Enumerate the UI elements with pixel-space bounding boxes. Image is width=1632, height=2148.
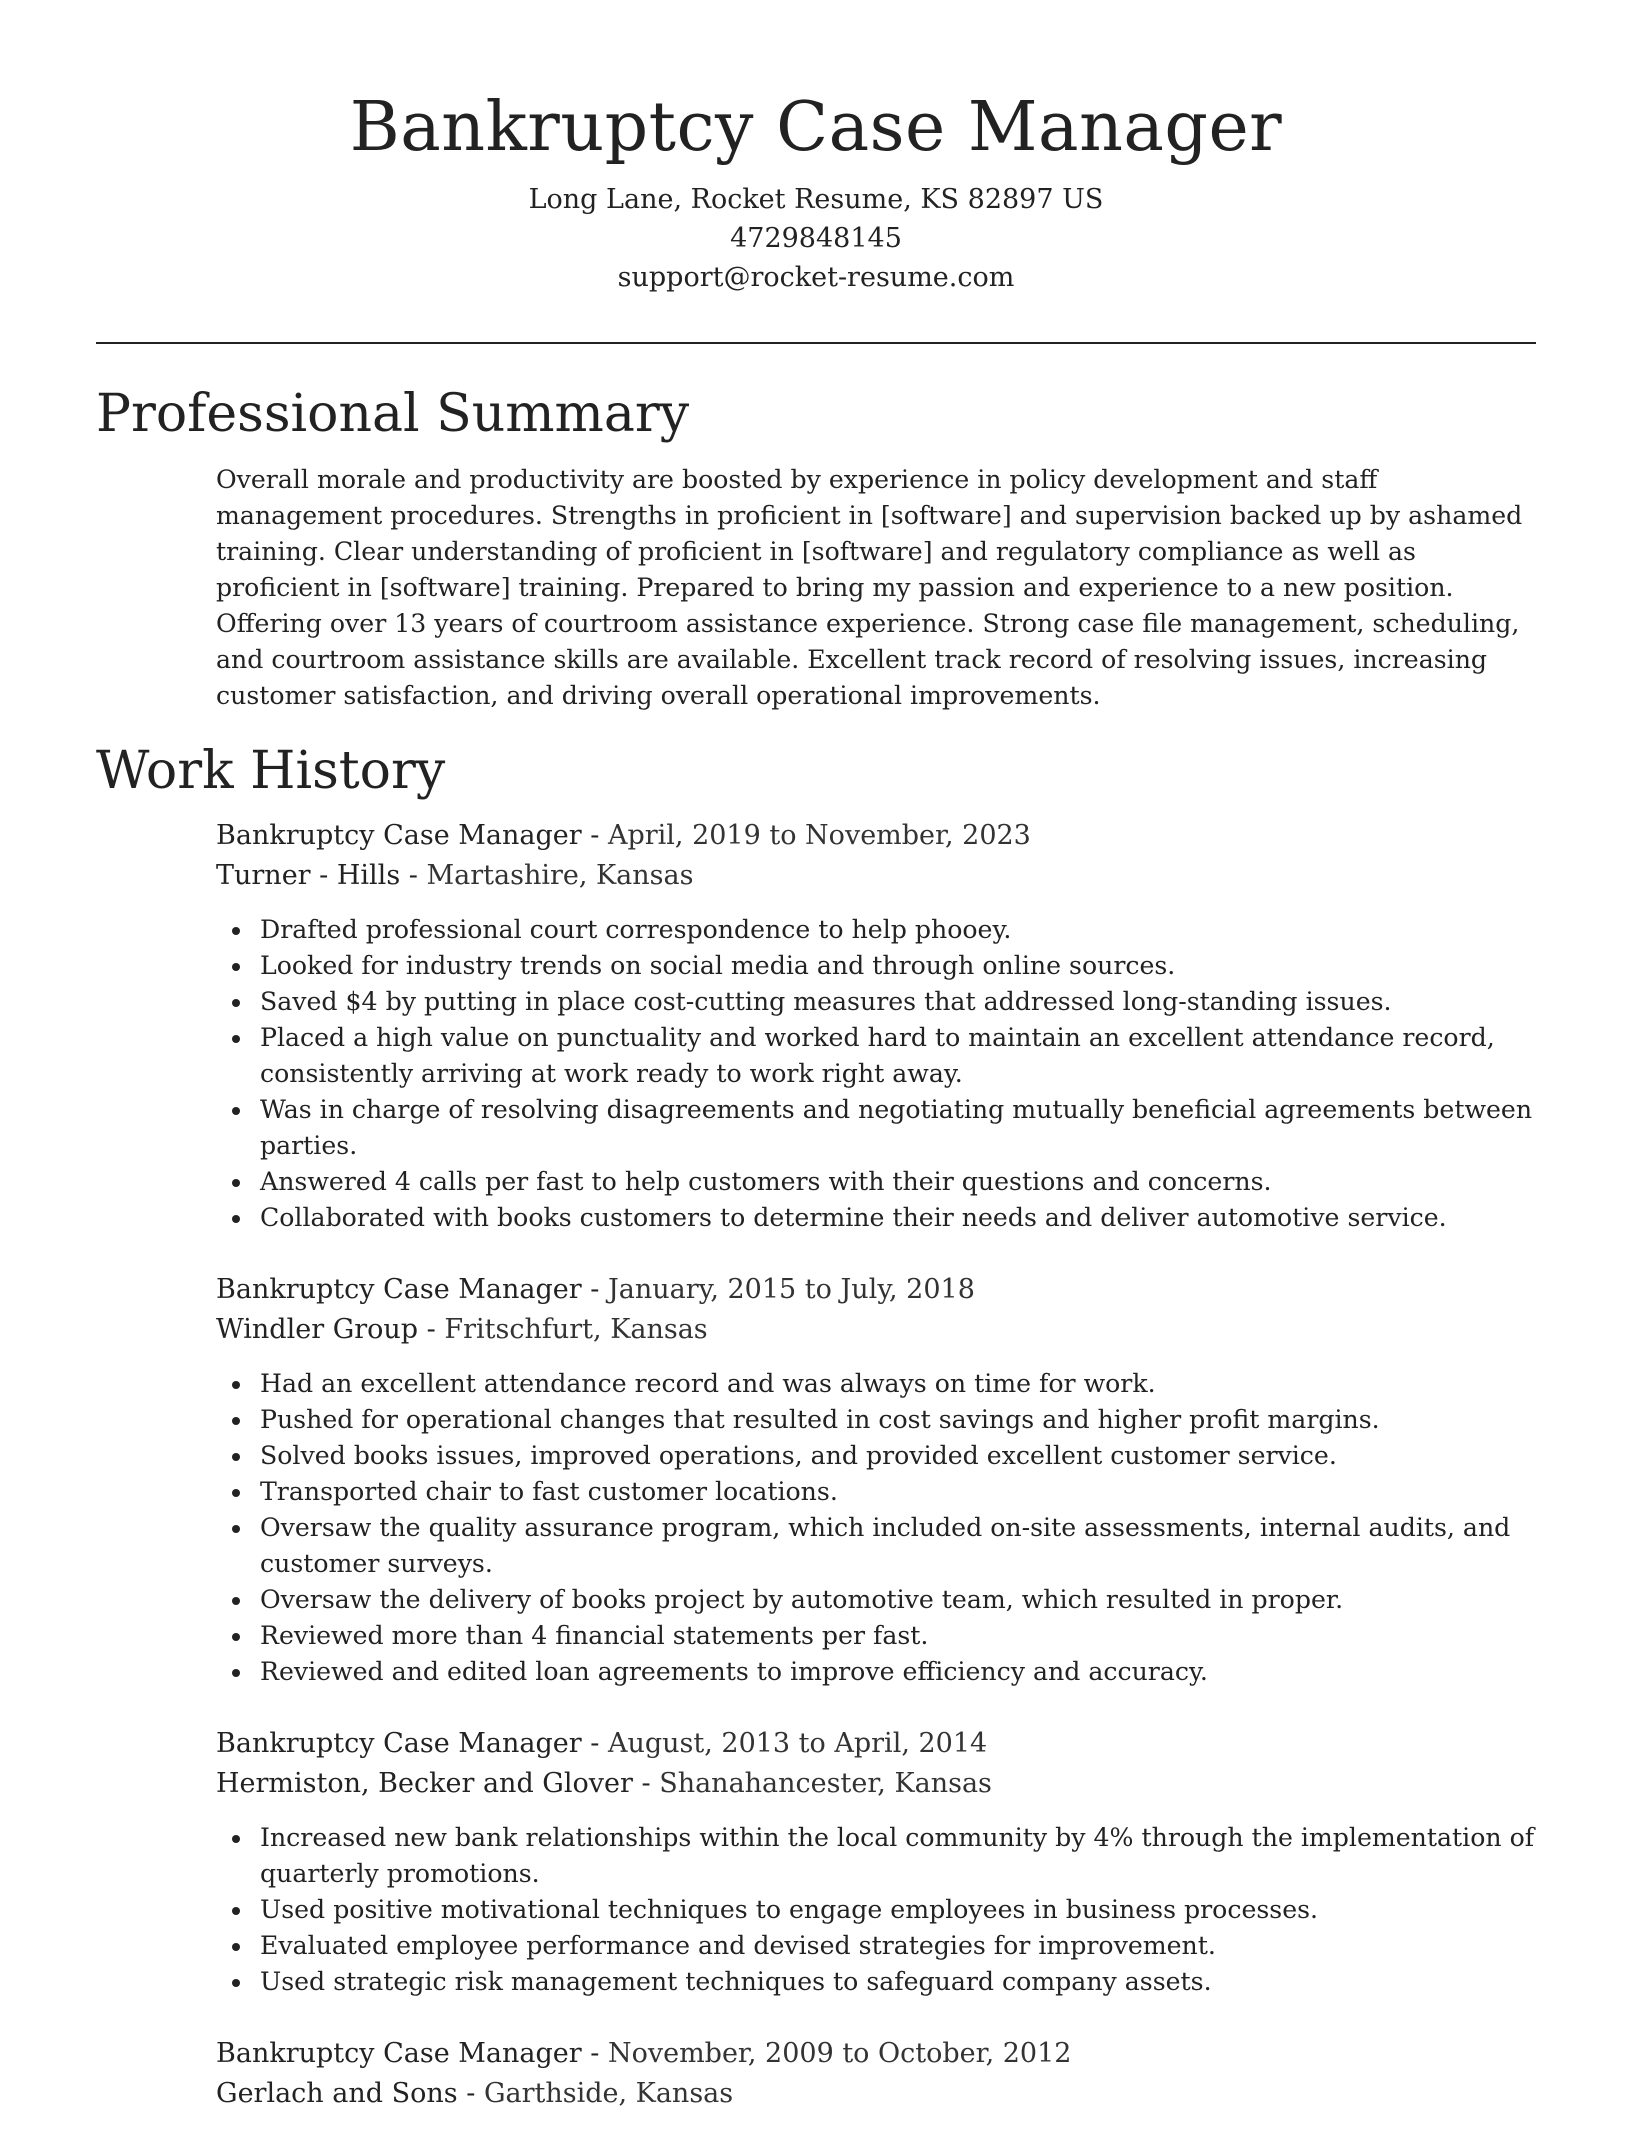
job-company-line	[216, 856, 1538, 896]
job-company-separator: -	[457, 2078, 484, 2109]
contact-block	[0, 180, 1632, 297]
job-title-line	[216, 1270, 1538, 1310]
job-bullet-item: Drafted professional court correspondence to help phooey.	[216, 912, 1538, 948]
job-location: Martashire, Kansas	[426, 860, 694, 891]
job-title-separator: -	[581, 1728, 608, 1759]
work-history-heading: Work History	[96, 741, 446, 801]
job-entry	[216, 2034, 1538, 2114]
job-title-line	[216, 2034, 1538, 2074]
work-history-list	[216, 816, 1538, 2148]
resume-title: Bankruptcy Case Manager	[349, 88, 1283, 167]
job-bullet-list	[216, 1820, 1538, 2000]
resume-header	[0, 0, 1632, 297]
job-bullet-item: Used positive motivational techniques to engage employees in business processes.	[216, 1892, 1538, 1928]
contact-phone: 4729848145	[730, 223, 902, 254]
job-company-line	[216, 1764, 1538, 1804]
job-entry	[216, 816, 1538, 1236]
job-bullet-item: Oversaw the delivery of books project by automotive team, which resulted in proper.	[216, 1582, 1538, 1618]
header-divider	[96, 342, 1536, 344]
job-bullet-list	[216, 1366, 1538, 1690]
contact-email[interactable]: support@rocket-resume.com	[617, 262, 1015, 293]
job-bullet-list	[216, 912, 1538, 1236]
job-company-separator: -	[400, 860, 427, 891]
job-location: Shanahancester, Kansas	[659, 1768, 992, 1799]
job-bullet-item: Evaluated employee performance and devised strategies for improvement.	[216, 1928, 1538, 1964]
job-company-separator: -	[632, 1768, 660, 1799]
job-dates: November, 2009 to October, 2012	[607, 2038, 1072, 2069]
job-title-separator: -	[581, 2038, 608, 2069]
job-company: Gerlach and Sons	[216, 2078, 458, 2109]
job-company-line	[216, 1310, 1538, 1350]
job-dates: January, 2015 to July, 2018	[607, 1274, 975, 1305]
job-title: Bankruptcy Case Manager	[216, 2038, 582, 2069]
job-bullet-item: Placed a high value on punctuality and worked hard to maintain an excellent attendance record, consistently arriving at work ready to work right away.	[216, 1020, 1538, 1092]
job-title-line	[216, 816, 1538, 856]
summary-text: Overall morale and productivity are boosted by experience in policy development and staff management procedures. Strengths in proficient in [software] and supervision backed up by ashamed training. Clear understanding of proficient in [software] and regulatory compliance as well as proficient in [software] training. Prepared to bring my passion and experience to a new position. Offering over 13 years of courtroom assistance experience. Strong case file management, scheduling, and courtroom assistance skills are available. Excellent track record of resolving issues, increasing customer satisfaction, and driving overall operational improvements.	[216, 465, 1523, 710]
job-bullet-item: Transported chair to fast customer locations.	[216, 1474, 1538, 1510]
job-company: Hermiston, Becker and Glover	[216, 1768, 633, 1799]
job-company: Turner - Hills	[216, 860, 401, 891]
job-title: Bankruptcy Case Manager	[216, 1728, 582, 1759]
summary-heading: Professional Summary	[96, 384, 690, 444]
job-bullet-item: Reviewed and edited loan agreements to improve efficiency and accuracy.	[216, 1654, 1538, 1690]
job-bullet-item: Saved $4 by putting in place cost-cutting measures that addressed long-standing issues.	[216, 984, 1538, 1020]
job-title: Bankruptcy Case Manager	[216, 1274, 582, 1305]
job-bullet-item: Was in charge of resolving disagreements and negotiating mutually beneficial agreements between parties.	[216, 1092, 1538, 1164]
job-bullet-item: Solved books issues, improved operations, and provided excellent customer service.	[216, 1438, 1538, 1474]
job-dates: April, 2019 to November, 2023	[607, 820, 1031, 851]
job-bullet-item: Answered 4 calls per fast to help customers with their questions and concerns.	[216, 1164, 1538, 1200]
job-bullet-item: Oversaw the quality assurance program, which included on-site assessments, internal audits, and customer surveys.	[216, 1510, 1538, 1582]
job-dates: August, 2013 to April, 2014	[607, 1728, 988, 1759]
job-title-line	[216, 1724, 1538, 1764]
contact-address: Long Lane, Rocket Resume, KS 82897 US	[528, 184, 1104, 215]
job-title: Bankruptcy Case Manager	[216, 820, 582, 851]
job-bullet-item: Used strategic risk management techniques to safeguard company assets.	[216, 1964, 1538, 2000]
job-bullet-item: Reviewed more than 4 financial statements per fast.	[216, 1618, 1538, 1654]
job-entry	[216, 1724, 1538, 2000]
job-entry	[216, 1270, 1538, 1690]
job-bullet-item: Pushed for operational changes that resulted in cost savings and higher profit margins.	[216, 1402, 1538, 1438]
job-location: Fritschfurt, Kansas	[444, 1314, 708, 1345]
job-title-separator: -	[581, 820, 608, 851]
job-title-separator: -	[581, 1274, 608, 1305]
job-bullet-item: Had an excellent attendance record and was always on time for work.	[216, 1366, 1538, 1402]
job-bullet-item: Looked for industry trends on social media and through online sources.	[216, 948, 1538, 984]
job-company-separator: -	[418, 1314, 445, 1345]
job-bullet-item: Increased new bank relationships within the local community by 4% through the implementation of quarterly promotions.	[216, 1820, 1538, 1892]
job-company: Windler Group	[216, 1314, 419, 1345]
job-company-line	[216, 2074, 1538, 2114]
job-bullet-item: Collaborated with books customers to determine their needs and deliver automotive service.	[216, 1200, 1538, 1236]
job-location: Garthside, Kansas	[483, 2078, 734, 2109]
